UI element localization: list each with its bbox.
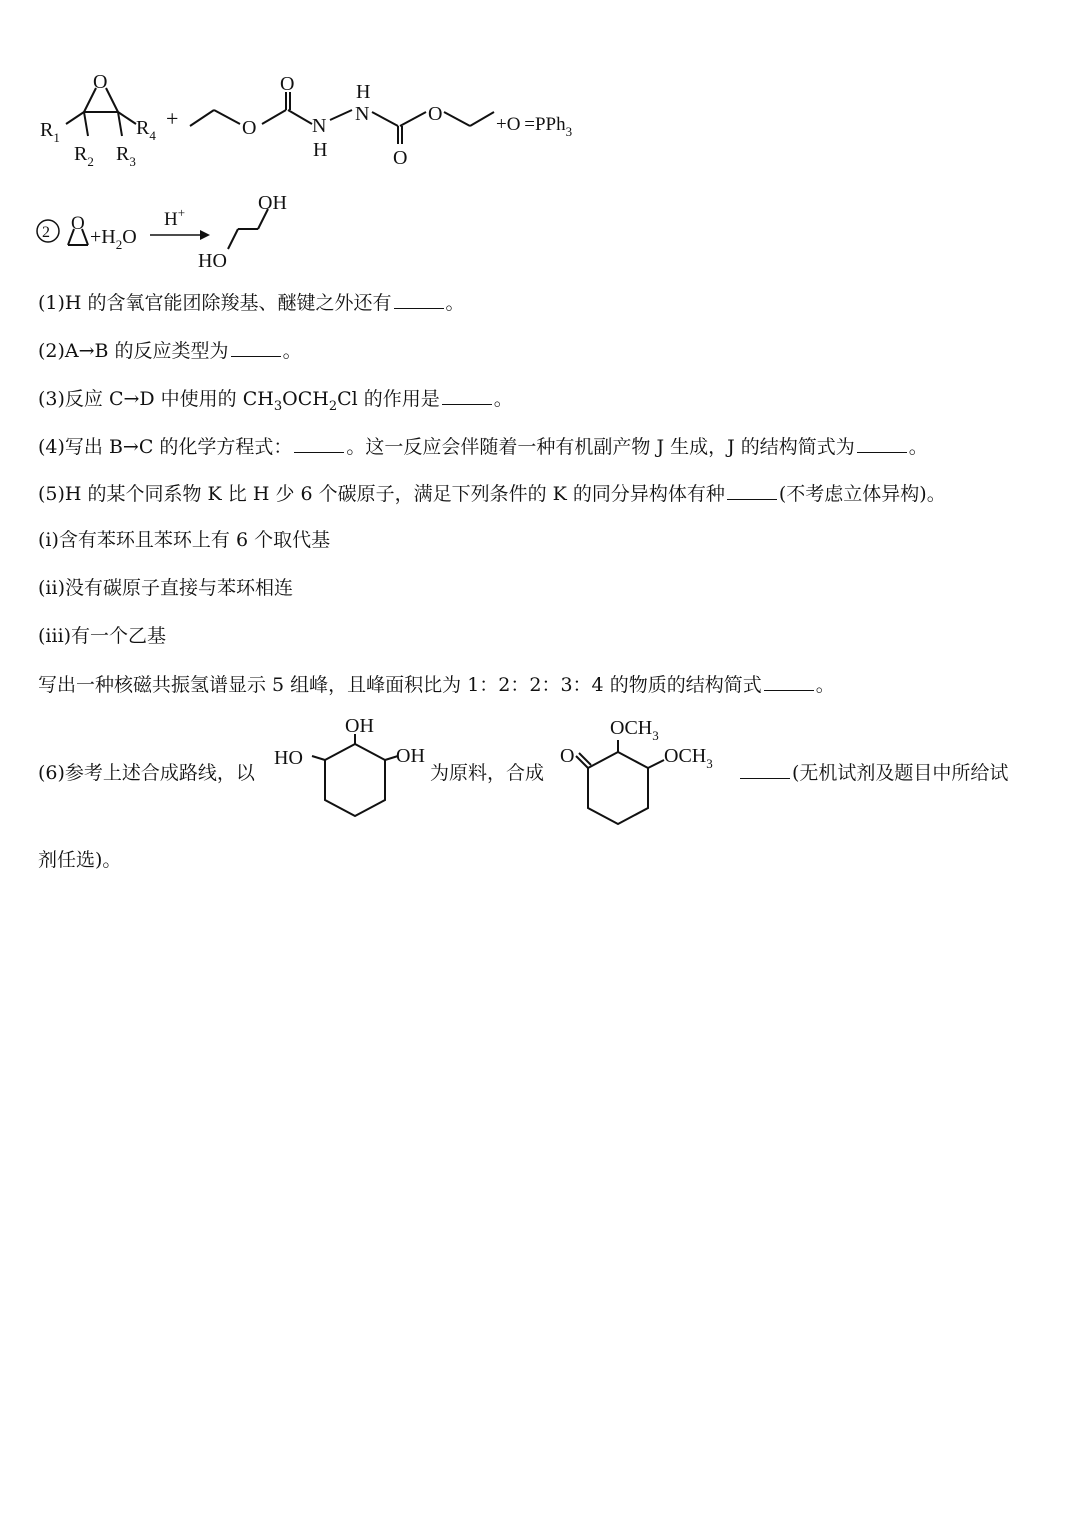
epoxide-oxygen: O <box>93 71 108 93</box>
answer-blank-5[interactable] <box>727 481 777 500</box>
question-6-text-a: (6)参考上述合成路线，以 <box>38 762 255 784</box>
r2-label: $R_2$ <box>74 143 94 169</box>
question-6-text-d: 剂任选)。 <box>38 849 122 871</box>
nmr-question-end: 。 <box>815 674 835 696</box>
acid-catalyst: H+ <box>164 205 186 230</box>
r3-label: $R_3$ <box>116 143 136 169</box>
question-2 <box>38 338 302 363</box>
question-4-end: 。 <box>908 436 928 458</box>
question-6-tail: (无机试剂及题目中所给试 <box>792 762 1009 784</box>
reaction-2-marker: 2 <box>42 224 50 241</box>
question-5-text: (5)H 的某个同系物 K 比 H 少 6 个碳原子，满足下列条件的 K 的同分异构体有种 <box>38 483 725 505</box>
dimethoxycyclohexanone-structure <box>558 712 738 832</box>
condition-i: (i)含有苯环且苯环上有 6 个取代基 <box>38 529 331 551</box>
question-3 <box>38 386 513 414</box>
phosphine-oxide-product: +O =PPh$_3$ <box>496 114 573 139</box>
answer-blank-1[interactable] <box>394 290 444 309</box>
triol-oh-right: OH <box>396 745 425 767</box>
ketone-oxygen: O <box>560 745 575 767</box>
question-3-end: 。 <box>493 388 513 410</box>
answer-blank-6[interactable] <box>740 760 790 779</box>
ester-oxygen-right: O <box>428 103 443 125</box>
answer-blank-3[interactable] <box>442 386 492 405</box>
triol-ho-left: HO <box>274 747 303 769</box>
condition-iii: (iii)有一个乙基 <box>38 625 167 647</box>
subscript: 2 <box>328 399 338 414</box>
cyclohexanetriol-structure <box>270 712 440 832</box>
question-2-text: (2)A→B 的反应类型为 <box>38 340 229 362</box>
question-3-text-a: (3)反应 C→D 中使用的 CH <box>38 388 274 410</box>
nitrogen-left: N <box>312 115 327 137</box>
condition-ii: (ii)没有碳原子直接与苯环相连 <box>38 577 293 599</box>
question-1-text: (1)H 的含氧官能团除羧基、醚键之外还有 <box>38 292 392 314</box>
question-1-end: 。 <box>445 292 465 314</box>
question-1 <box>38 290 465 315</box>
r1-label: $R_1$ <box>40 119 60 145</box>
epoxide-structure <box>66 88 136 136</box>
question-4-text-b: 。这一反应会伴随着一种有机副产物 J 生成，J 的结构简式为 <box>346 436 855 458</box>
carbonyl-oxygen-right: O <box>393 147 408 169</box>
hydrogen-right: H <box>356 81 371 103</box>
question-3-text-b: OCH <box>282 388 329 410</box>
glycol-ho-bottom: HO <box>198 250 227 272</box>
question-6-text-c <box>738 758 1008 785</box>
question-5 <box>38 481 946 506</box>
question-2-end: 。 <box>282 340 302 362</box>
carbonyl-oxygen-left: O <box>280 73 295 95</box>
subscript: 3 <box>273 399 283 414</box>
plus-sign: + <box>166 106 179 131</box>
azodicarboxylate-structure <box>190 92 494 144</box>
nmr-question <box>38 672 835 697</box>
answer-blank-nmr[interactable] <box>764 672 814 691</box>
answer-blank-4a[interactable] <box>294 434 344 453</box>
ketone-och3-right: $OCH_3$ <box>664 745 713 771</box>
nitrogen-right: N <box>355 103 370 125</box>
hydrogen-left: H <box>313 139 328 161</box>
question-6-text-b: 为原料，合成 <box>430 762 545 784</box>
ethylene-glycol-structure <box>228 209 268 249</box>
nmr-question-text: 写出一种核磁共振氢谱显示 5 组峰，且峰面积比为 1：2：2：3：4 的物质的结构简式 <box>38 674 762 696</box>
answer-blank-2[interactable] <box>231 338 281 357</box>
glycol-oh-top: OH <box>258 192 287 214</box>
triol-oh-top: OH <box>345 715 374 737</box>
question-5-end: (不考虑立体异构)。 <box>778 483 946 505</box>
reaction-1-diagram <box>0 0 1080 190</box>
question-4 <box>38 434 928 459</box>
question-3-text-c: Cl 的作用是 <box>337 388 440 410</box>
reaction-arrowhead <box>200 230 210 240</box>
ester-oxygen-left: O <box>242 117 257 139</box>
answer-blank-4b[interactable] <box>857 434 907 453</box>
reaction-2-diagram <box>30 185 430 275</box>
ethylene-oxide-oxygen: O <box>71 213 85 234</box>
water-reagent: $+H_2O$ <box>90 226 137 252</box>
ketone-och3-top: $OCH_3$ <box>610 717 659 743</box>
question-4-text-a: (4)写出 B→C 的化学方程式： <box>38 436 293 458</box>
r4-label: $R_4$ <box>136 117 156 143</box>
